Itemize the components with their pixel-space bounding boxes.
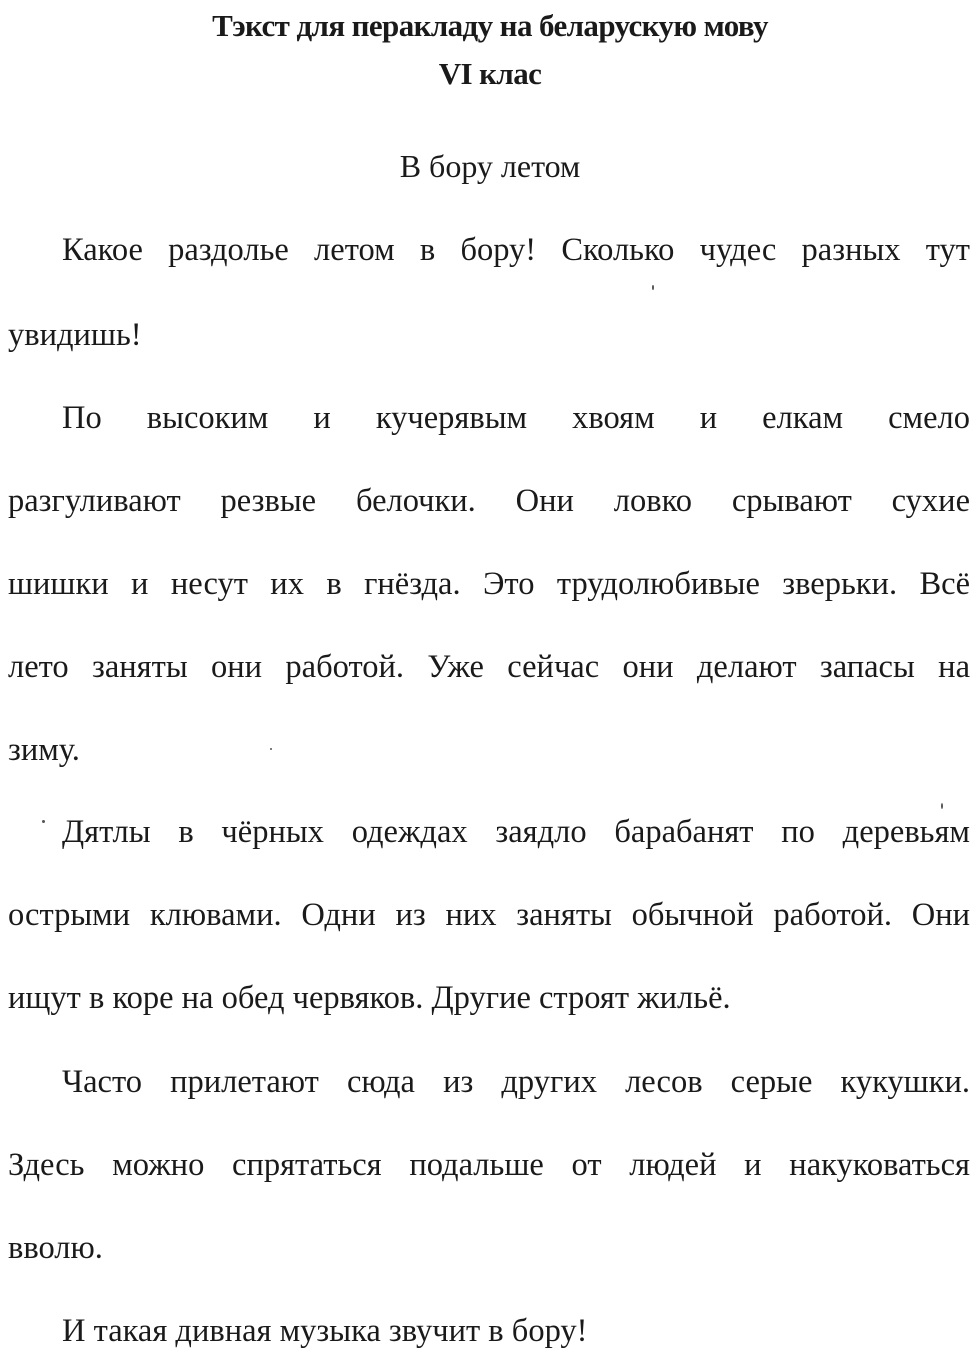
story-title: В бору летом: [399, 148, 581, 184]
text-line: ищут в коре на обед червяков. Другие строят жильё.: [8, 980, 731, 1016]
scan-speck: [270, 748, 272, 750]
text-line: зиму.: [8, 732, 80, 768]
text-line: Здесь можно спрятаться подальше от людей и накуковаться: [8, 1147, 970, 1183]
scan-speck: [652, 285, 654, 290]
text-line: И такая дивная музыка звучит в бору!: [62, 1313, 588, 1349]
scan-speck: [941, 803, 943, 809]
text-line: лето заняты они работой. Уже сейчас они делают запасы на: [8, 649, 970, 685]
scan-speck: [42, 820, 45, 823]
grade-label: VI клас: [438, 56, 542, 91]
text-line: Дятлы в чёрных одеждах заядло барабанят по деревьям: [62, 814, 970, 850]
text-line: Часто прилетают сюда из других лесов серые кукушки.: [62, 1064, 970, 1100]
text-line: шишки и несут их в гнёзда. Это трудолюбивые зверьки. Всё: [8, 566, 970, 602]
text-line: По высоким и кучерявым хвоям и елкам смело: [62, 400, 970, 436]
text-line: увидишь!: [8, 317, 142, 353]
text-line: Какое раздолье летом в бору! Сколько чудес разных тут: [62, 232, 970, 268]
text-line: вволю.: [8, 1230, 103, 1266]
text-line: разгуливают резвые белочки. Они ловко срывают сухие: [8, 483, 970, 519]
document-heading: Тэкст для перакладу на беларускую мову: [212, 8, 768, 43]
text-line: острыми клювами. Одни из них заняты обычной работой. Они: [8, 897, 970, 933]
